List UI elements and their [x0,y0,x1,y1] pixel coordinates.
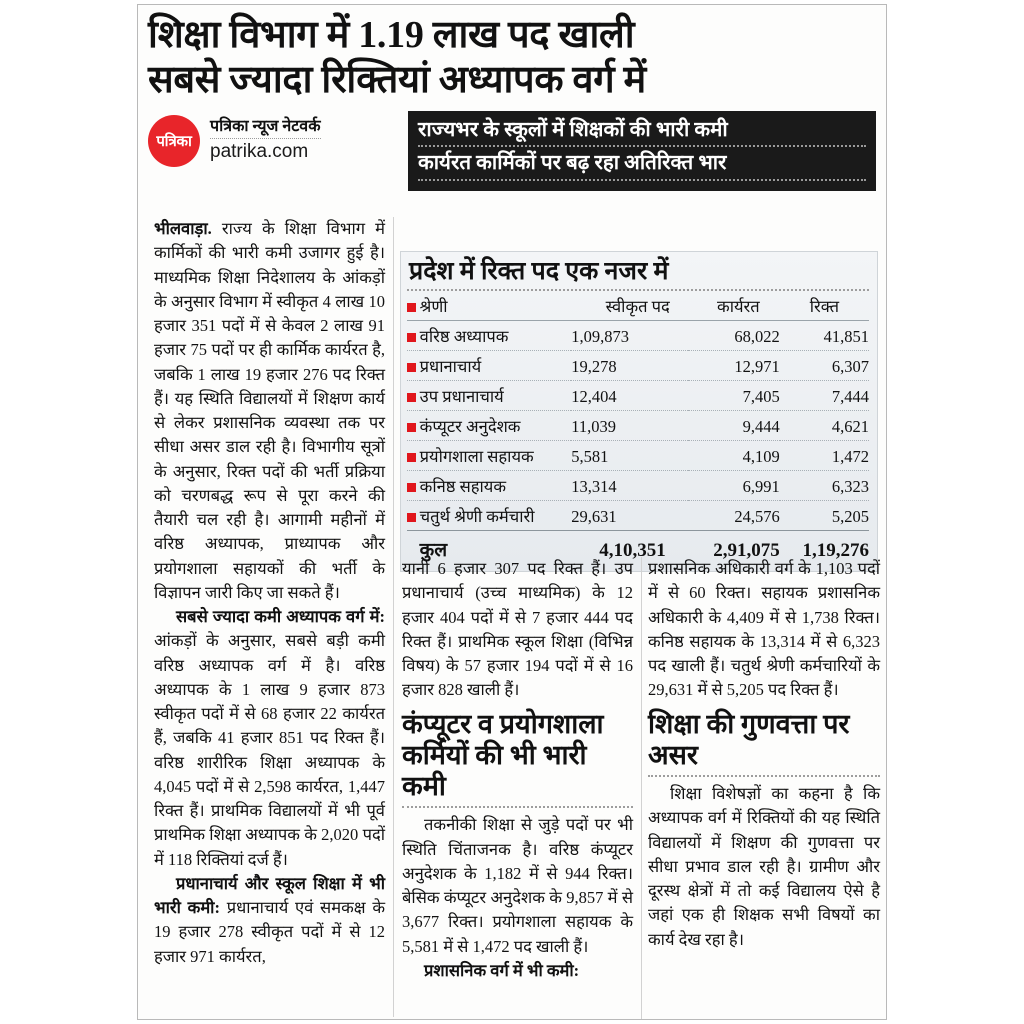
body-column-3 [642,557,888,1019]
square-bullet-icon [407,423,416,432]
row-sanctioned: 19,278 [571,350,688,380]
total-vacant: 1,19,276 [780,530,869,565]
row-category: कंप्यूटर अनुदेशक [420,410,572,440]
col2-para-3 [402,959,633,983]
banner-divider-1 [418,145,866,147]
col1-para-1 [154,217,385,605]
row-vacant: 6,307 [780,350,869,380]
col2-para-1: यानी 6 हजार 307 पद रिक्त हैं। उप प्रधानाचार्य (उच्च माध्यमिक) के 12 हजार 404 पदों में से 7 हजार 444 पद रिक्त हैं। प्राथमिक स्कूल शिक्षा (विभिन्न विषय) के 57 हजार 194 पदों में से 16 हजार 828 खाली हैं। [402,559,633,700]
square-bullet-icon [407,453,416,462]
square-bullet-icon [407,513,416,522]
row-sanctioned: 12,404 [571,380,688,410]
row-category: चतुर्थ श्रेणी कर्मचारी [420,500,572,530]
col2-subhead: प्रशासनिक वर्ग में भी कमी: [424,960,580,980]
row-category: वरिष्ठ अध्यापक [420,320,572,350]
masthead-text [210,118,321,163]
row-category: प्रधानाचार्य [420,350,572,380]
table-row [407,320,869,350]
banner-line-1: राज्यभर के स्कूलों में शिक्षकों की भारी कमी [418,118,728,141]
masthead-branding [148,111,398,167]
table-title: प्रदेश में रिक्त पद एक नजर में [409,258,669,285]
col1-para-1-text: राज्य के शिक्षा विभाग में कार्मिकों की भारी कमी उजागर हुई है। माध्यमिक शिक्षा निदेशालय के आंकड़ों के अनुसार विभाग में स्वीकृत 4 लाख 10 हजार 351 पदों में से केवल 2 लाख 91 हजार 75 पदों पर ही कार्मिक कार्यरत है, जबकि 1 लाख 19 हजार 276 पद रिक्त हैं। यह स्थिति विद्यालयों में शिक्षण कार्य से लेकर प्रशासनिक व्यवस्था तक पर सीधा असर डाल रही है। विभागीय सूत्रों के अनुसार, रिक्त पदों की भर्ती प्रक्रिया को चरणबद्ध रूप से पूरा करने की तैयारी चल रही है। आगामी महीनों में वरिष्ठ अध्यापक, प्राध्यापक और प्रयोगशाला सहायकों की भर्ती के विज्ञापन जारी किए जा सकते हैं। [154,219,385,602]
news-network-label: पत्रिका न्यूज नेटवर्क [210,118,321,139]
total-sanctioned: 4,10,351 [571,530,688,565]
row-sanctioned: 29,631 [571,500,688,530]
col3-section-heading: शिक्षा की गुणवत्ता पर असर [648,708,850,770]
col1-subhead-2: प्रधानाचार्य और स्कूल शिक्षा में भी भारी कमी: [154,873,385,917]
row-vacant: 6,323 [780,470,869,500]
bullet-cell [407,500,420,530]
row-working: 7,405 [688,380,780,410]
bullet-cell [407,470,420,500]
row-vacant: 1,472 [780,440,869,470]
row-vacant: 7,444 [780,380,869,410]
table-row [407,440,869,470]
vacancy-table [407,291,869,565]
row-working: 68,022 [688,320,780,350]
row-working: 12,971 [688,350,780,380]
col1-para-3 [154,872,385,969]
row-category: उप प्रधानाचार्य [420,380,572,410]
header-category: श्रेणी [420,291,572,321]
col2-heading-divider [402,806,633,808]
banner-line-2: कार्यरत कार्मिकों पर बढ़ रहा अतिरिक्त भार [418,152,727,175]
table-row [407,380,869,410]
col1-para-3-text: प्रधानाचार्य एवं समकक्ष के 19 हजार 278 स्वीकृत पदों में से 12 हजार 971 कार्यरत, [154,898,385,966]
banner-divider-2 [418,179,866,181]
header-vacant: रिक्त [780,291,869,321]
bullet-cell [407,350,420,380]
total-working: 2,91,075 [688,530,780,565]
row-sanctioned: 5,581 [571,440,688,470]
masthead-row [138,105,886,191]
headline-line-1: शिक्षा विभाग में 1.19 लाख पद खाली [148,14,635,56]
table-row [407,470,869,500]
bullet-cell [407,320,420,350]
row-sanctioned: 1,09,873 [571,320,688,350]
dateline: भीलवाड़ा. [154,219,212,238]
col2-para-2: तकनीकी शिक्षा से जुड़े पदों पर भी स्थिति चिंताजनक है। वरिष्ठ कंप्यूटर अनुदेशक के 1,182 में से 944 रिक्त। बेसिक कंप्यूटर अनुदेशक के 9,857 में से 3,677 रिक्त। प्रयोगशाला सहायक के 5,581 में से 1,472 पद खाली हैं। [402,815,633,956]
col2-section-heading: कंप्यूटर व प्रयोगशाला कर्मियों की भी भारी कमी [402,708,604,802]
header-sanctioned: स्वीकृत पद [571,291,688,321]
headline [138,5,886,105]
table-row [407,500,869,530]
row-category: प्रयोगशाला सहायक [420,440,572,470]
headline-line-2: सबसे ज्यादा रिक्तियां अध्यापक वर्ग में [148,58,646,101]
row-vacant: 4,621 [780,410,869,440]
row-working: 4,109 [688,440,780,470]
col1-subhead-1: सबसे ज्यादा कमी अध्यापक वर्ग में: [176,607,385,626]
row-sanctioned: 13,314 [571,470,688,500]
table-row [407,410,869,440]
row-working: 9,444 [688,410,780,440]
col3-heading-divider [648,775,880,777]
total-label: कुल [420,530,572,565]
bullet-cell [407,440,420,470]
header-working: कार्यरत [688,291,780,321]
patrika-logo-icon [148,115,200,167]
vacancy-table-box [400,251,878,572]
table-header-row [407,291,869,321]
square-bullet-icon [407,483,416,492]
body-column-2 [394,557,642,1019]
row-category: कनिष्ठ सहायक [420,470,572,500]
bullet-cell [407,291,420,321]
col3-para-1: प्रशासनिक अधिकारी वर्ग के 1,103 पदों में से 60 रिक्त। सहायक प्रशासनिक अधिकारी के 4,409 में से 1,738 रिक्त। कनिष्ठ सहायक के 13,314 में से 6,323 पद खाली हैं। चतुर्थ श्रेणी कर्मचारियों के 29,631 में से 5,205 पद रिक्त हैं। [648,559,880,700]
square-bullet-icon [407,333,416,342]
table-row [407,350,869,380]
banner-box [408,111,876,191]
square-bullet-icon [407,303,416,312]
logo-label: पत्रिका [156,133,192,150]
body-column-1 [146,217,394,1017]
newspaper-clipping [137,4,887,1020]
col3-para-2: शिक्षा विशेषज्ञों का कहना है कि अध्यापक वर्ग में रिक्तियों की यह स्थिति विद्यालयों में शिक्षण की गुणवत्ता पर सीधा प्रभाव डाल रही है। ग्रामीण और दूरस्थ क्षेत्रों में तो कई विद्यालय ऐसे है जहां एक ही शिक्षक सभी विषयों का कार्य देख रहा है। [648,784,880,949]
row-vacant: 41,851 [780,320,869,350]
row-sanctioned: 11,039 [571,410,688,440]
row-working: 6,991 [688,470,780,500]
row-working: 24,576 [688,500,780,530]
square-bullet-icon [407,363,416,372]
square-bullet-icon [407,393,416,402]
website-label: patrika.com [210,141,309,163]
col1-para-2-text: आंकड़ों के अनुसार, सबसे बड़ी कमी वरिष्ठ अध्यापक वर्ग में है। वरिष्ठ अध्यापक के 1 लाख 9 हजार 873 स्वीकृत पदों में से 68 हजार 22 कार्यरत हैं, जबकि 41 हजार 851 पद रिक्त हैं। वरिष्ठ शारीरिक शिक्षा अध्यापक के 4,045 पदों में से 2,598 कार्यरत, 1,447 रिक्त हैं। प्राथमिक विद्यालयों में भी पूर्व प्राथमिक शिक्षा अध्यापक के 2,020 पदों में 118 रिक्तियां दर्ज हैं। [154,631,385,869]
bullet-cell [407,380,420,410]
bullet-cell [407,410,420,440]
row-vacant: 5,205 [780,500,869,530]
col1-para-2 [154,605,385,872]
